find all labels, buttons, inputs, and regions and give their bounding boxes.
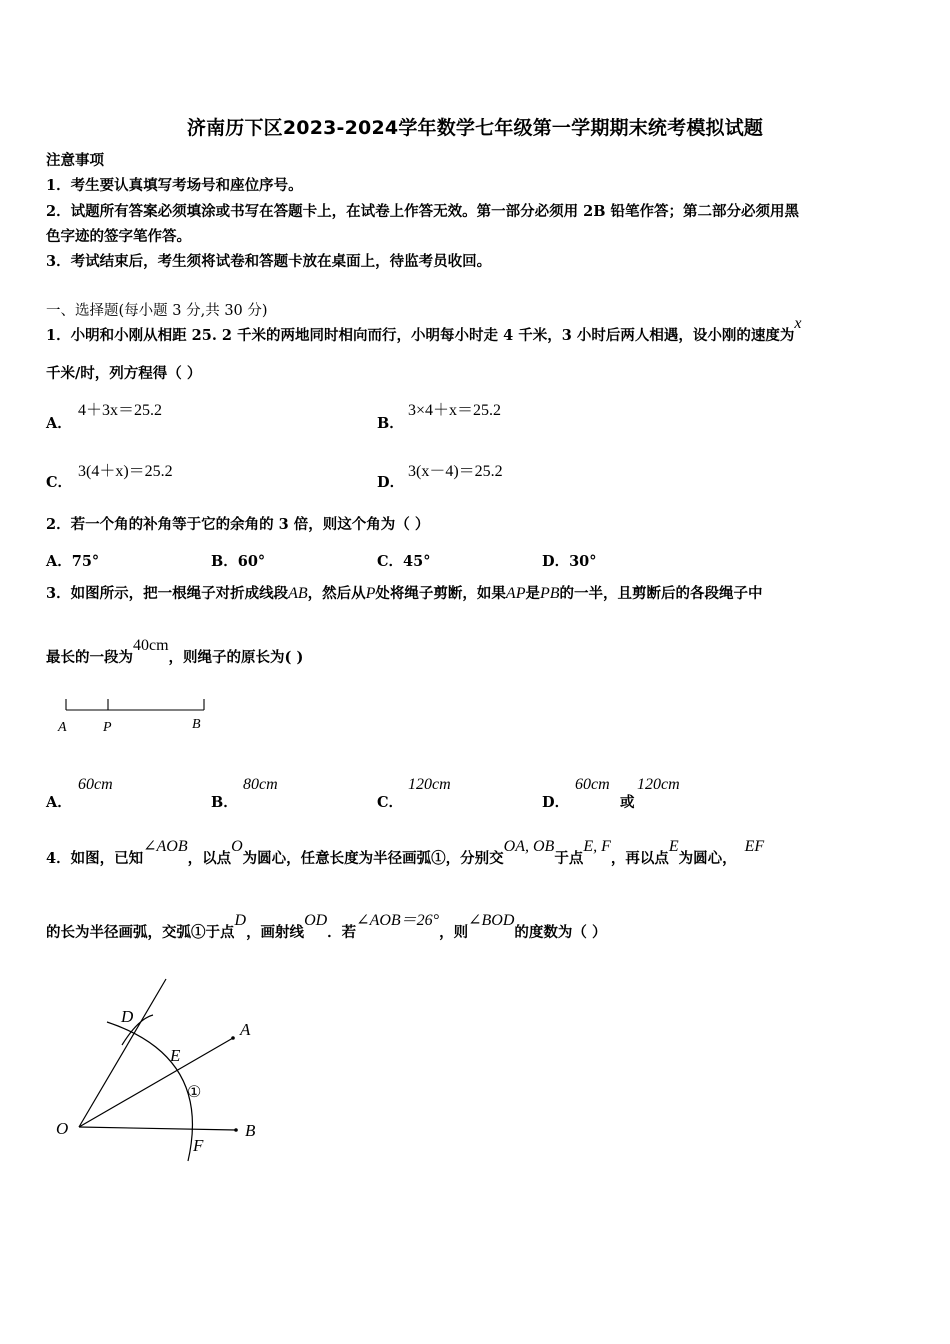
q3-length: 40cm: [133, 637, 169, 654]
q3-text-2: ，然后从: [307, 585, 366, 602]
q3-option-a-label: A．: [46, 794, 72, 811]
q3-ap: AP: [505, 585, 526, 602]
q4-text-2: ，以点: [187, 850, 232, 867]
q3-stem-cont: [46, 637, 908, 669]
notice-item-1: 1．考生要认真填写考场号和座位序号。: [46, 177, 303, 194]
q4-angle-aob: ∠AOB: [143, 838, 188, 855]
q1-option-c-expr: 3(4＋x)＝25.2: [78, 463, 173, 480]
page-title: 济南历下区2023-2024学年数学七年级第一学期期末统考模拟试题: [186, 117, 764, 139]
q4-ray-ob-line: [79, 1127, 236, 1130]
q4-text-11: 的度数为（ ）: [514, 924, 607, 941]
notice-item-2: 2．试题所有答案必须填涂或书写在答题卡上，在试卷上作答无效。第一部分必须用 2B 铅笔作答；第二部分必须用黑: [46, 203, 800, 220]
q3-option-b-value: 80cm: [243, 776, 278, 793]
q4-label-b: B: [245, 1121, 256, 1140]
q4-angle-bod: ∠BOD: [468, 912, 515, 929]
q2-option-c: C．45°: [377, 553, 431, 570]
q3-option-d-label: D．: [542, 794, 570, 811]
q4-label-d: D: [121, 1007, 134, 1026]
q4-label-e: E: [170, 1046, 181, 1065]
q3-pb: PB: [539, 585, 560, 602]
q4-text-9: ．若: [327, 924, 357, 941]
q4-construction-figure: [40, 965, 280, 1175]
q4-text-6: 为圆心，: [678, 850, 737, 867]
q3-option-a-value: 60cm: [78, 776, 113, 793]
q4-ray-oa-line: [79, 1038, 233, 1127]
q1-variable: x: [794, 315, 802, 332]
q3-rope-figure: [52, 694, 222, 738]
notice-item-2-cont: 色字迹的签字笔作答。: [46, 228, 191, 245]
q4-label-o: O: [56, 1119, 69, 1138]
q3-p: P: [365, 585, 376, 602]
q4-point-e: E: [668, 838, 679, 855]
q3-option-c-value: 120cm: [408, 776, 451, 793]
notice-heading: 注意事项: [46, 152, 104, 169]
q2-option-b: B．60°: [211, 553, 266, 570]
q4-points-ef: E, F: [583, 838, 611, 855]
q3-option-b-label: B．: [211, 794, 238, 811]
q4-arc-1: [107, 1022, 192, 1161]
q1-text: 1．小明和小刚从相距 25. 2 千米的两地同时相向而行，小明每小时走 4 千米，3 小时后两人相遇，设小刚的速度为: [46, 327, 795, 344]
q3-option-d-or: 或: [620, 794, 635, 811]
q4-point-o: O: [231, 838, 243, 855]
q1-option-b-label: B．: [377, 415, 404, 432]
q4-point-b-dot: [234, 1128, 238, 1132]
q2-option-d: D．30°: [542, 553, 597, 570]
q4-text-10: ，则: [439, 924, 469, 941]
q4-text-1: 4．如图，已知: [46, 850, 144, 867]
q2-stem: 2．若一个角的补角等于它的余角的 3 倍，则这个角为（ ）: [46, 516, 430, 533]
q1-option-d-label: D．: [377, 474, 405, 491]
q4-segment-ef: EF: [744, 838, 765, 855]
q4-label-arc: ①: [187, 1084, 202, 1101]
q4-label-f: F: [193, 1136, 204, 1155]
q4-stem: [46, 838, 908, 870]
q1-option-b-expr: 3×4＋x＝25.2: [408, 402, 502, 419]
q3-text-6: 最长的一段为: [46, 649, 133, 666]
q4-point-a-dot: [231, 1036, 235, 1040]
q3-label-p: P: [103, 720, 112, 735]
q1-option-a-expr: 4＋3x＝25.2: [78, 402, 163, 419]
q4-text-4: 于点: [554, 850, 584, 867]
q1-option-c-label: C．: [46, 474, 73, 491]
q4-text-5: ，再以点: [610, 850, 669, 867]
q1-stem-cont: 千米/时，列方程得（ ）: [46, 365, 202, 382]
q3-option-d-value-2: 120cm: [637, 776, 680, 793]
q3-text-5: 的一半，且剪断后的各段绳子中: [559, 585, 763, 602]
q4-text-7: 的长为半径画弧，交弧①于点: [46, 924, 235, 941]
q3-option-d-value-1: 60cm: [575, 776, 610, 793]
q3-ab: AB: [288, 585, 308, 602]
section-heading: 一、选择题(每小题 3 分,共 30 分): [46, 303, 268, 319]
q4-given-angle: ∠AOB＝26°: [356, 912, 440, 929]
q4-text-8: ，画射线: [246, 924, 305, 941]
q4-ray-od: OD: [304, 912, 328, 929]
q4-point-d: D: [234, 912, 247, 929]
q4-ray-od-line: [79, 979, 166, 1127]
q3-label-b: B: [192, 717, 201, 732]
q4-text-3: 为圆心，任意长度为半径画弧①，分别交: [242, 850, 504, 867]
q4-label-a: A: [240, 1020, 251, 1039]
q4-rays: OA, OB: [503, 838, 555, 855]
q1-option-d-expr: 3(x－4)＝25.2: [408, 463, 503, 480]
q3-option-c-label: C．: [377, 794, 404, 811]
q4-stem-cont: [46, 912, 908, 944]
q3-text-4: 是: [525, 585, 540, 602]
q3-text-1: 3．如图所示，把一根绳子对折成线段: [46, 585, 289, 602]
q3-label-a: A: [58, 720, 67, 735]
q2-option-a: A．75°: [46, 553, 100, 570]
q1-option-a-label: A．: [46, 415, 72, 432]
q1-stem: [46, 315, 908, 347]
q3-stem: [46, 583, 908, 605]
q3-text-7: ，则绳子的原长为( ): [168, 649, 304, 666]
q3-text-3: 处将绳子剪断，如果: [375, 585, 506, 602]
notice-item-3: 3．考试结束后，考生须将试卷和答题卡放在桌面上，待监考员收回。: [46, 253, 492, 270]
